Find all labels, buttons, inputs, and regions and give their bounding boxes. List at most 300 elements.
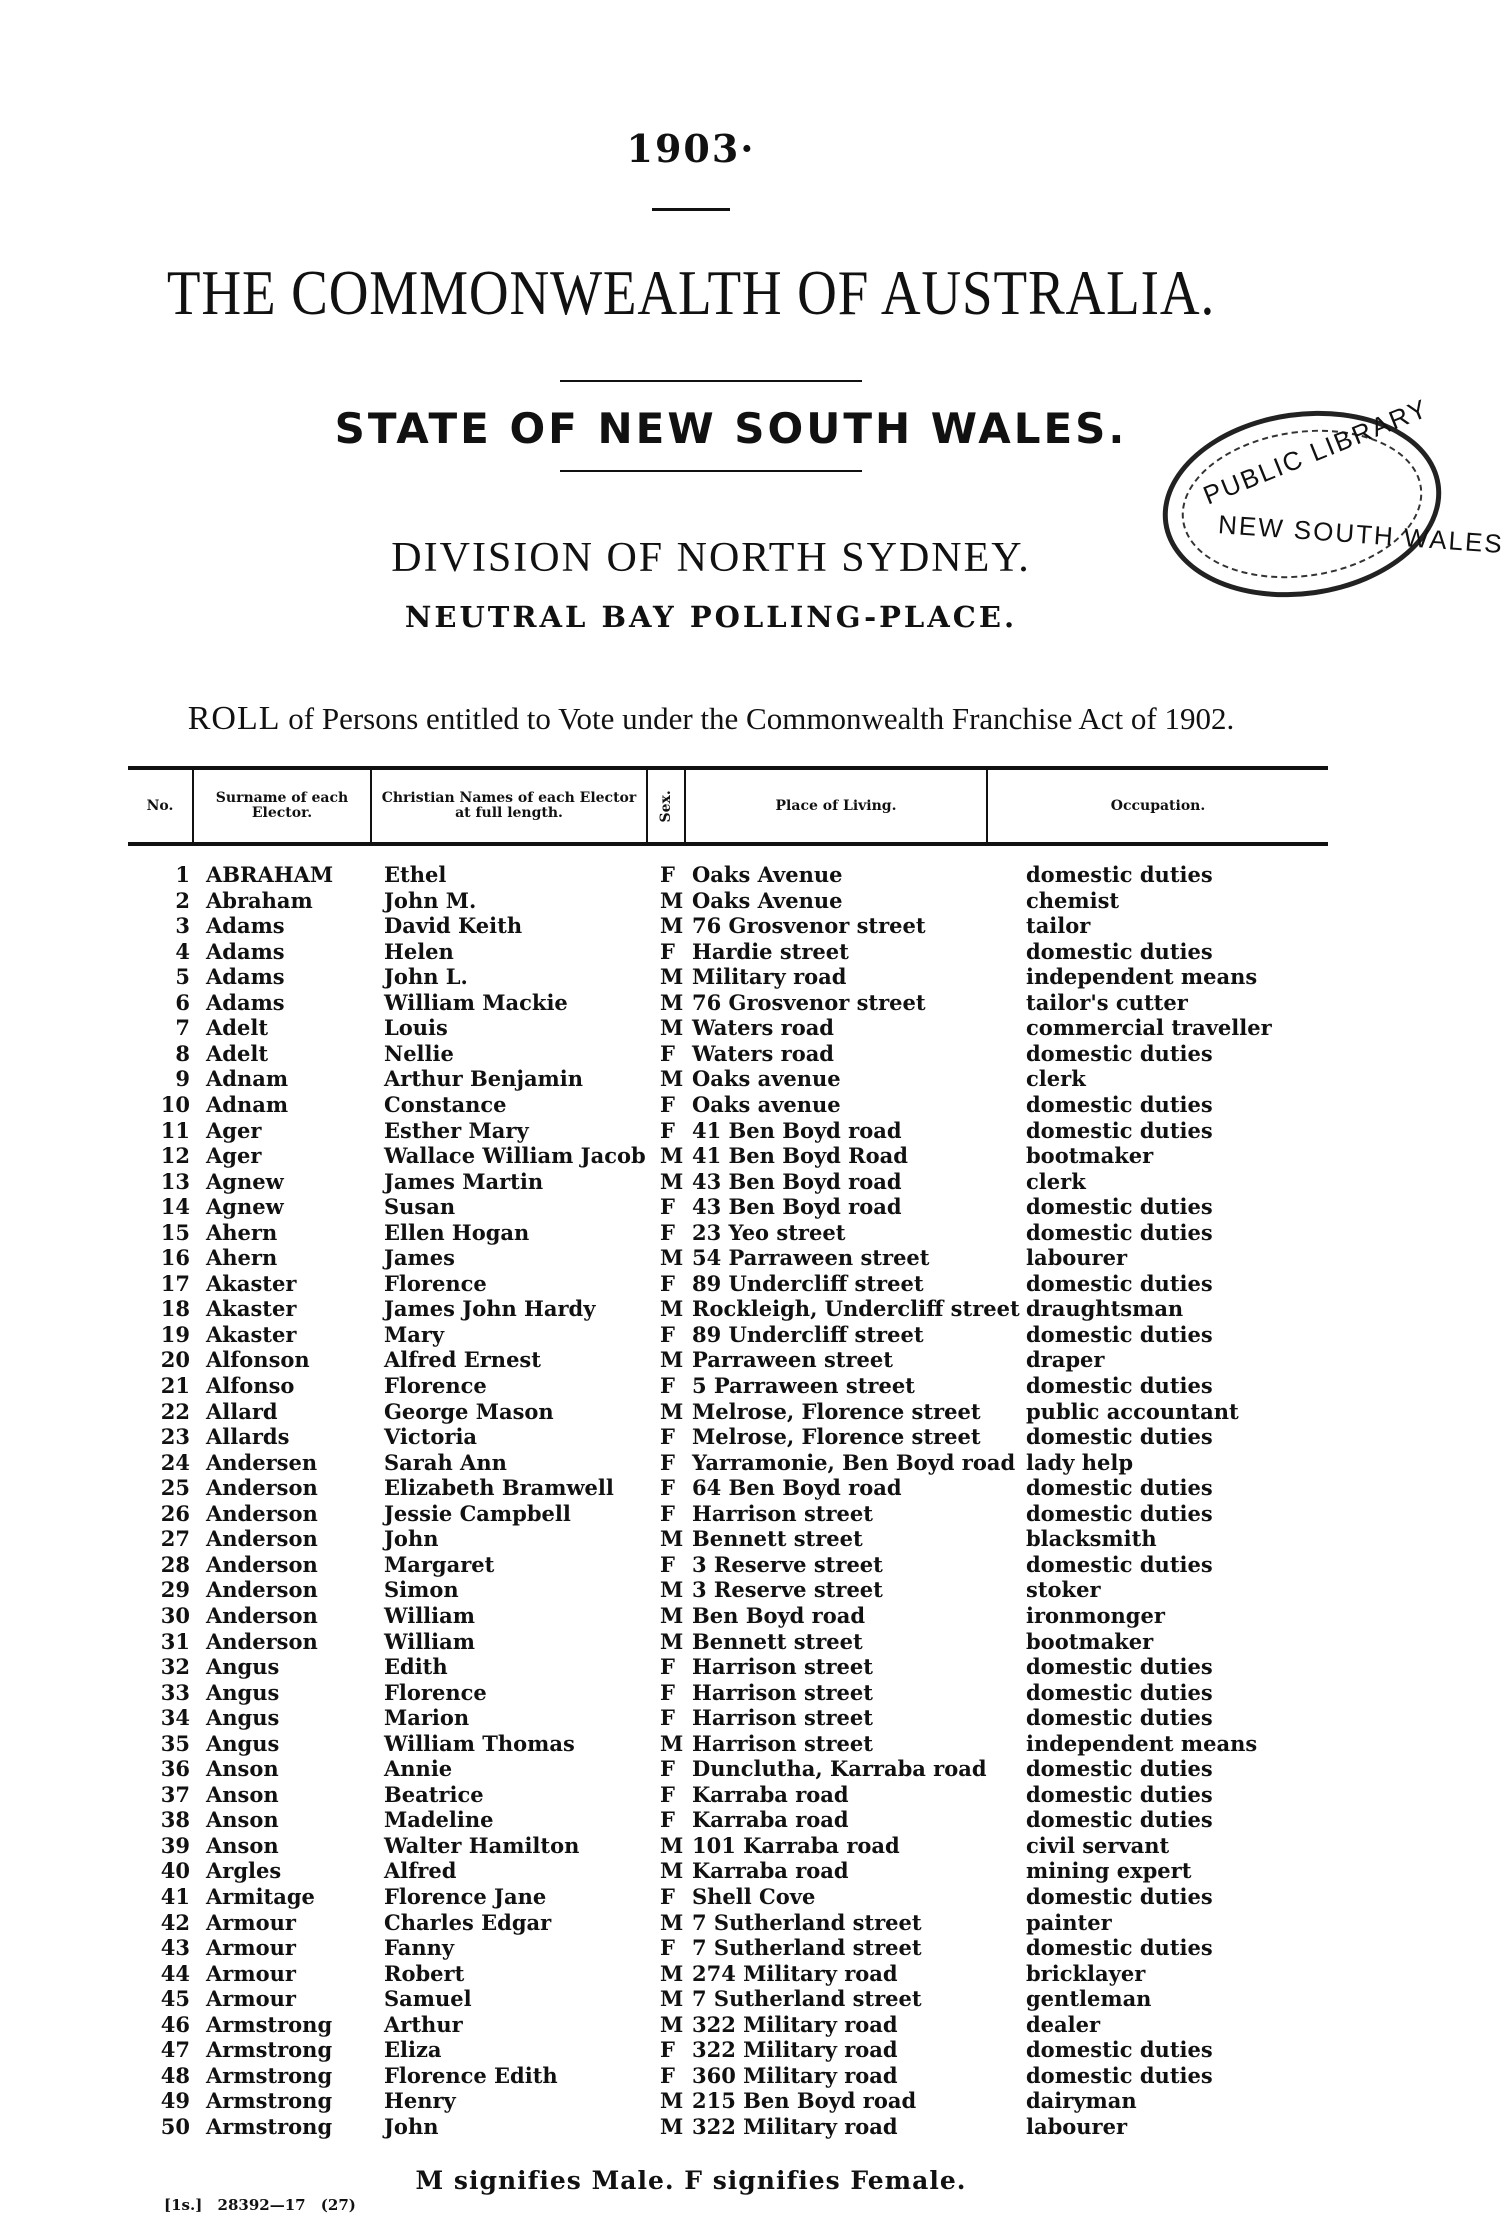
col-header-sex (648, 770, 686, 842)
cell-sex: F (660, 1373, 675, 1398)
cell-place: 274 Military road (692, 1960, 898, 1986)
cell-sex: M (660, 1986, 684, 2012)
cell-sex: M (660, 1909, 684, 1935)
cell-christian: Samuel (384, 1986, 472, 2012)
cell-place: Dunclutha, Karraba road (692, 1756, 987, 1782)
cell-no: 39 (160, 1832, 190, 1858)
cell-no: 31 (160, 1628, 190, 1654)
cell-surname: Anderson (206, 1577, 318, 1603)
cell-occupation: dealer (1026, 2011, 1101, 2037)
cell-place: 43 Ben Boyd road (692, 1194, 902, 1220)
cell-sex: F (660, 1117, 675, 1143)
cell-surname: Akaster (206, 1270, 297, 1296)
table-row (0, 1833, 1382, 1859)
cell-christian: Florence Jane (384, 1884, 547, 1909)
cell-no: 38 (160, 1807, 190, 1833)
table-header (128, 766, 1328, 846)
cell-sex: M (660, 1143, 684, 1169)
col-header-sex-label: Sex. (657, 789, 674, 823)
cell-occupation: domestic duties (1026, 1219, 1213, 1245)
cell-no: 26 (160, 1500, 190, 1526)
table-row (0, 888, 1382, 914)
cell-sex: F (660, 1654, 675, 1680)
cell-no: 29 (160, 1577, 190, 1603)
cell-christian: Sarah Ann (384, 1449, 507, 1475)
table-row (0, 1066, 1382, 1092)
cell-surname: Armstrong (206, 2037, 333, 2063)
cell-surname: Akaster (206, 1296, 297, 1322)
cell-place: Harrison street (692, 1679, 873, 1705)
cell-surname: Anderson (206, 1628, 318, 1654)
table-row (0, 1501, 1382, 1527)
table-row (0, 1858, 1382, 1884)
cell-sex: F (660, 2037, 675, 2063)
cell-christian: William Mackie (384, 989, 568, 1015)
cell-no: 14 (160, 1194, 190, 1220)
cell-no: 8 (175, 1040, 190, 1066)
cell-occupation: ironmonger (1026, 1602, 1165, 1628)
table-row (0, 1654, 1382, 1680)
cell-christian: David Keith (384, 913, 523, 939)
table-row (0, 1296, 1382, 1322)
rule-under-state (560, 470, 862, 472)
cell-no: 6 (175, 989, 190, 1015)
cell-christian: Robert (384, 1960, 465, 1986)
table-row (0, 1118, 1382, 1144)
cell-occupation: domestic duties (1026, 1475, 1213, 1501)
cell-place: 89 Undercliff street (692, 1321, 924, 1347)
cell-no: 7 (175, 1015, 190, 1041)
table-row (0, 1041, 1382, 1067)
cell-sex: M (660, 2011, 684, 2037)
table-row (0, 1015, 1382, 1041)
cell-place: 7 Sutherland street (692, 1909, 922, 1935)
cell-christian: James (384, 1245, 455, 1271)
cell-no: 23 (160, 1424, 190, 1450)
cell-surname: Armstrong (206, 2088, 333, 2114)
cell-christian: Edith (384, 1654, 448, 1680)
cell-place: 322 Military road (692, 2113, 898, 2139)
cell-surname: Ahern (206, 1245, 278, 1271)
cell-place: Karraba road (692, 1807, 849, 1833)
table-row (0, 1756, 1382, 1782)
table-row (0, 913, 1382, 939)
cell-no: 15 (160, 1219, 190, 1245)
cell-sex: M (660, 1066, 684, 1092)
cell-surname: Anson (206, 1807, 279, 1833)
cell-christian: Arthur (384, 2011, 463, 2037)
cell-sex: M (660, 1015, 684, 1041)
cell-place: 41 Ben Boyd Road (692, 1143, 908, 1169)
roll-text: of Persons entitled to Vote under the Commonwealth Franchise Act of 1902. (280, 701, 1235, 736)
table-row (0, 1807, 1382, 1833)
cell-christian: John L. (384, 964, 468, 990)
cell-place: Shell Cove (692, 1884, 816, 1909)
stamp-bottom-text: NEW SOUTH WALES (1217, 509, 1505, 560)
table-row (0, 1884, 1382, 1910)
cell-no: 32 (160, 1654, 190, 1680)
cell-occupation: domestic duties (1026, 1935, 1213, 1961)
table-row (0, 2114, 1382, 2140)
cell-occupation: tailor (1026, 913, 1091, 939)
cell-place: 3 Reserve street (692, 1551, 883, 1577)
cell-surname: Adnam (206, 1091, 289, 1117)
cell-sex: M (660, 2088, 684, 2114)
cell-occupation: domestic duties (1026, 1756, 1213, 1782)
table-row (0, 1782, 1382, 1808)
cell-sex: F (660, 1424, 675, 1450)
cell-no: 9 (175, 1066, 190, 1092)
cell-christian: Susan (384, 1194, 456, 1220)
cell-sex: M (660, 1347, 684, 1373)
cell-sex: F (660, 1781, 675, 1807)
table-row (0, 1347, 1382, 1373)
table-row (0, 1450, 1382, 1476)
cell-sex: F (660, 862, 675, 887)
cell-occupation: domestic duties (1026, 2062, 1213, 2088)
cell-occupation: domestic duties (1026, 1040, 1213, 1066)
cell-place: Oaks Avenue (692, 862, 843, 887)
cell-christian: Simon (384, 1577, 459, 1603)
cell-sex: F (660, 1551, 675, 1577)
cell-no: 40 (160, 1858, 190, 1884)
cell-surname: Adelt (206, 1015, 269, 1041)
stamp-top-text: PUBLIC LIBRARY (1198, 392, 1433, 511)
roll-caption (20, 700, 1402, 738)
table-row (0, 1424, 1382, 1450)
sex-legend: M signifies Male. F signifies Female. (415, 2166, 967, 2195)
cell-place: 43 Ben Boyd road (692, 1168, 902, 1194)
cell-occupation: draper (1026, 1347, 1105, 1373)
cell-sex: M (660, 1526, 684, 1552)
col-header-surname: Surname of each Elector. (194, 770, 372, 842)
cell-place: Harrison street (692, 1654, 873, 1680)
cell-occupation: domestic duties (1026, 862, 1213, 887)
cell-no: 48 (160, 2062, 190, 2088)
table-row (0, 1731, 1382, 1757)
cell-sex: M (660, 1245, 684, 1271)
cell-place: Ben Boyd road (692, 1602, 866, 1628)
cell-no: 1 (175, 862, 190, 887)
cell-occupation: domestic duties (1026, 1091, 1213, 1117)
table-row (0, 1092, 1382, 1118)
cell-christian: Wallace William Jacob (384, 1143, 646, 1169)
cell-surname: Allards (206, 1424, 290, 1450)
cell-sex: F (660, 1219, 675, 1245)
cell-occupation: mining expert (1026, 1858, 1192, 1884)
cell-place: Rockleigh, Undercliff street (692, 1296, 1020, 1322)
cell-christian: Elizabeth Bramwell (384, 1475, 614, 1501)
cell-christian: John M. (384, 887, 477, 913)
table-row (0, 2037, 1382, 2063)
cell-occupation: domestic duties (1026, 1807, 1213, 1833)
cell-christian: Walter Hamilton (384, 1832, 580, 1858)
cell-sex: M (660, 1858, 684, 1884)
polling-place-title: NEUTRAL BAY POLLING-PLACE. (404, 600, 1018, 634)
cell-surname: Ahern (206, 1219, 278, 1245)
cell-sex: M (660, 887, 684, 913)
cell-christian: Louis (384, 1015, 448, 1041)
cell-surname: Anson (206, 1756, 279, 1782)
cell-place: Hardie street (692, 938, 849, 964)
cell-no: 35 (160, 1730, 190, 1756)
table-row (0, 1475, 1382, 1501)
cell-christian: Nellie (384, 1040, 454, 1066)
cell-occupation: domestic duties (1026, 938, 1213, 964)
cell-christian: Florence Edith (384, 2062, 558, 2088)
cell-christian: Ellen Hogan (384, 1219, 530, 1245)
cell-no: 10 (160, 1091, 190, 1117)
cell-sex: M (660, 1168, 684, 1194)
cell-sex: F (660, 1194, 675, 1220)
cell-christian: Madeline (384, 1807, 494, 1833)
cell-occupation: domestic duties (1026, 1500, 1213, 1526)
cell-sex: F (660, 1756, 675, 1782)
cell-place: 76 Grosvenor street (692, 989, 926, 1015)
cell-christian: Ethel (384, 862, 447, 887)
col-header-no: No. (128, 770, 194, 842)
cell-christian: James John Hardy (384, 1296, 596, 1322)
cell-no: 43 (160, 1935, 190, 1961)
cell-sex: M (660, 964, 684, 990)
cell-occupation: draughtsman (1026, 1296, 1184, 1322)
cell-no: 2 (175, 887, 190, 913)
table-row (0, 862, 1382, 888)
table-row (0, 1986, 1382, 2012)
cell-place: Harrison street (692, 1500, 873, 1526)
table-row (0, 990, 1382, 1016)
cell-sex: F (660, 1679, 675, 1705)
cell-sex: M (660, 913, 684, 939)
cell-occupation: lady help (1026, 1449, 1134, 1475)
cell-surname: Agnew (206, 1194, 284, 1220)
cell-sex: M (660, 989, 684, 1015)
cell-occupation: domestic duties (1026, 1270, 1213, 1296)
cell-surname: Armitage (206, 1884, 315, 1909)
cell-occupation: labourer (1026, 2113, 1128, 2139)
cell-no: 36 (160, 1756, 190, 1782)
cell-occupation: independent means (1026, 1730, 1258, 1756)
cell-surname: Armour (206, 1986, 296, 2012)
cell-christian: Jessie Campbell (384, 1500, 571, 1526)
cell-surname: Adams (206, 964, 285, 990)
cell-sex: M (660, 2113, 684, 2139)
cell-sex: M (660, 1832, 684, 1858)
cell-sex: F (660, 1500, 675, 1526)
cell-no: 47 (160, 2037, 190, 2063)
cell-surname: Andersen (206, 1449, 318, 1475)
cell-christian: Annie (384, 1756, 453, 1782)
cell-place: 23 Yeo street (692, 1219, 846, 1245)
cell-sex: M (660, 1730, 684, 1756)
cell-christian: Esther Mary (384, 1117, 529, 1143)
cell-occupation: domestic duties (1026, 1117, 1213, 1143)
cell-place: Waters road (692, 1015, 834, 1041)
cell-surname: Anderson (206, 1551, 318, 1577)
cell-occupation: domestic duties (1026, 1321, 1213, 1347)
table-row (0, 1935, 1382, 1961)
cell-place: Harrison street (692, 1705, 873, 1731)
cell-place: 322 Military road (692, 2011, 898, 2037)
cell-christian: James Martin (384, 1168, 544, 1194)
cell-no: 45 (160, 1986, 190, 2012)
cell-no: 30 (160, 1602, 190, 1628)
cell-no: 19 (160, 1321, 190, 1347)
cell-occupation: commercial traveller (1026, 1015, 1272, 1041)
cell-no: 4 (175, 938, 190, 964)
cell-christian: Helen (384, 938, 454, 964)
cell-occupation: painter (1026, 1909, 1112, 1935)
cell-place: 7 Sutherland street (692, 1935, 922, 1961)
cell-no: 16 (160, 1245, 190, 1271)
cell-sex: F (660, 1705, 675, 1731)
cell-surname: Adelt (206, 1040, 269, 1066)
cell-no: 22 (160, 1398, 190, 1424)
cell-sex: F (660, 1321, 675, 1347)
cell-place: 76 Grosvenor street (692, 913, 926, 939)
rule-above-state (560, 380, 862, 382)
col-header-place: Place of Living. (686, 770, 988, 842)
cell-place: 322 Military road (692, 2037, 898, 2063)
cell-surname: Ager (206, 1117, 262, 1143)
division-title: DIVISION OF NORTH SYDNEY. (391, 535, 1031, 581)
printer-mark: [1s.] 28392—17 (27) (164, 2196, 356, 2214)
cell-occupation: bootmaker (1026, 1143, 1154, 1169)
cell-place: 3 Reserve street (692, 1577, 883, 1603)
cell-no: 34 (160, 1705, 190, 1731)
cell-surname: Armstrong (206, 2062, 333, 2088)
cell-christian: Alfred (384, 1858, 457, 1884)
cell-occupation: domestic duties (1026, 1654, 1213, 1680)
cell-surname: Alfonso (206, 1373, 295, 1398)
cell-surname: Angus (206, 1654, 280, 1680)
cell-place: 215 Ben Boyd road (692, 2088, 917, 2114)
cell-occupation: tailor's cutter (1026, 989, 1188, 1015)
cell-no: 49 (160, 2088, 190, 2114)
cell-place: Military road (692, 964, 847, 990)
cell-surname: ABRAHAM (206, 862, 334, 887)
cell-occupation: bricklayer (1026, 1960, 1146, 1986)
col-header-christian: Christian Names of each Elector at full length. (372, 770, 648, 842)
cell-place: Waters road (692, 1040, 834, 1066)
cell-surname: Armour (206, 1960, 296, 1986)
cell-place: Karraba road (692, 1781, 849, 1807)
cell-surname: Akaster (206, 1321, 297, 1347)
cell-place: 64 Ben Boyd road (692, 1475, 902, 1501)
table-row (0, 1245, 1382, 1271)
cell-sex: F (660, 938, 675, 964)
cell-no: 50 (160, 2113, 190, 2139)
cell-surname: Angus (206, 1679, 280, 1705)
table-row (0, 1526, 1382, 1552)
table-row (0, 1220, 1382, 1246)
cell-christian: Florence (384, 1373, 487, 1398)
cell-place: 360 Military road (692, 2062, 898, 2088)
cell-surname: Anderson (206, 1500, 318, 1526)
cell-sex: M (660, 1960, 684, 1986)
table-row (0, 1961, 1382, 1987)
cell-surname: Armstrong (206, 2113, 333, 2139)
cell-christian: Constance (384, 1091, 507, 1117)
cell-surname: Argles (206, 1858, 282, 1884)
cell-occupation: domestic duties (1026, 1705, 1213, 1731)
cell-surname: Adams (206, 989, 285, 1015)
cell-occupation: public accountant (1026, 1398, 1239, 1424)
cell-sex: F (660, 1040, 675, 1066)
cell-christian: John (384, 2113, 439, 2139)
cell-surname: Ager (206, 1143, 262, 1169)
rule-under-year (652, 208, 730, 211)
cell-no: 25 (160, 1475, 190, 1501)
cell-no: 11 (160, 1117, 190, 1143)
cell-occupation: chemist (1026, 887, 1120, 913)
cell-christian: Henry (384, 2088, 456, 2114)
cell-place: Bennett street (692, 1628, 863, 1654)
cell-sex: M (660, 1602, 684, 1628)
cell-no: 17 (160, 1270, 190, 1296)
cell-place: Yarramonie, Ben Boyd road (692, 1449, 1016, 1475)
cell-occupation: independent means (1026, 964, 1258, 990)
cell-occupation: domestic duties (1026, 1781, 1213, 1807)
cell-no: 12 (160, 1143, 190, 1169)
table-row (0, 1603, 1382, 1629)
cell-surname: Anderson (206, 1475, 318, 1501)
cell-surname: Angus (206, 1705, 280, 1731)
cell-place: 89 Undercliff street (692, 1270, 924, 1296)
cell-no: 27 (160, 1526, 190, 1552)
cell-place: 7 Sutherland street (692, 1986, 922, 2012)
cell-christian: George Mason (384, 1398, 554, 1424)
cell-christian: Eliza (384, 2037, 442, 2063)
cell-no: 33 (160, 1679, 190, 1705)
cell-surname: Adams (206, 913, 285, 939)
cell-occupation: domestic duties (1026, 1551, 1213, 1577)
cell-christian: John (384, 1526, 439, 1552)
cell-no: 24 (160, 1449, 190, 1475)
table-row (0, 1143, 1382, 1169)
table-row (0, 2012, 1382, 2038)
cell-place: 5 Parraween street (692, 1373, 915, 1398)
cell-surname: Armstrong (206, 2011, 333, 2037)
cell-no: 37 (160, 1781, 190, 1807)
cell-no: 41 (160, 1884, 190, 1909)
cell-occupation: domestic duties (1026, 1194, 1213, 1220)
cell-sex: F (660, 1475, 675, 1501)
cell-surname: Alfonson (206, 1347, 310, 1373)
cell-occupation: domestic duties (1026, 1424, 1213, 1450)
cell-no: 42 (160, 1909, 190, 1935)
table-row (0, 1705, 1382, 1731)
cell-no: 21 (160, 1373, 190, 1398)
table-row (0, 1373, 1382, 1399)
table-row (0, 1680, 1382, 1706)
cell-christian: Florence (384, 1679, 487, 1705)
cell-surname: Abraham (206, 887, 313, 913)
table-row (0, 964, 1382, 990)
cell-sex: F (660, 1449, 675, 1475)
cell-christian: Alfred Ernest (384, 1347, 541, 1373)
col-header-occupation: Occupation. (1110, 797, 1206, 814)
cell-no: 3 (175, 913, 190, 939)
cell-christian: William Thomas (384, 1730, 575, 1756)
cell-sex: F (660, 1091, 675, 1117)
cell-no: 28 (160, 1551, 190, 1577)
cell-no: 18 (160, 1296, 190, 1322)
cell-place: Bennett street (692, 1526, 863, 1552)
cell-place: Karraba road (692, 1858, 849, 1884)
cell-christian: William (384, 1628, 475, 1654)
cell-occupation: stoker (1026, 1577, 1101, 1603)
